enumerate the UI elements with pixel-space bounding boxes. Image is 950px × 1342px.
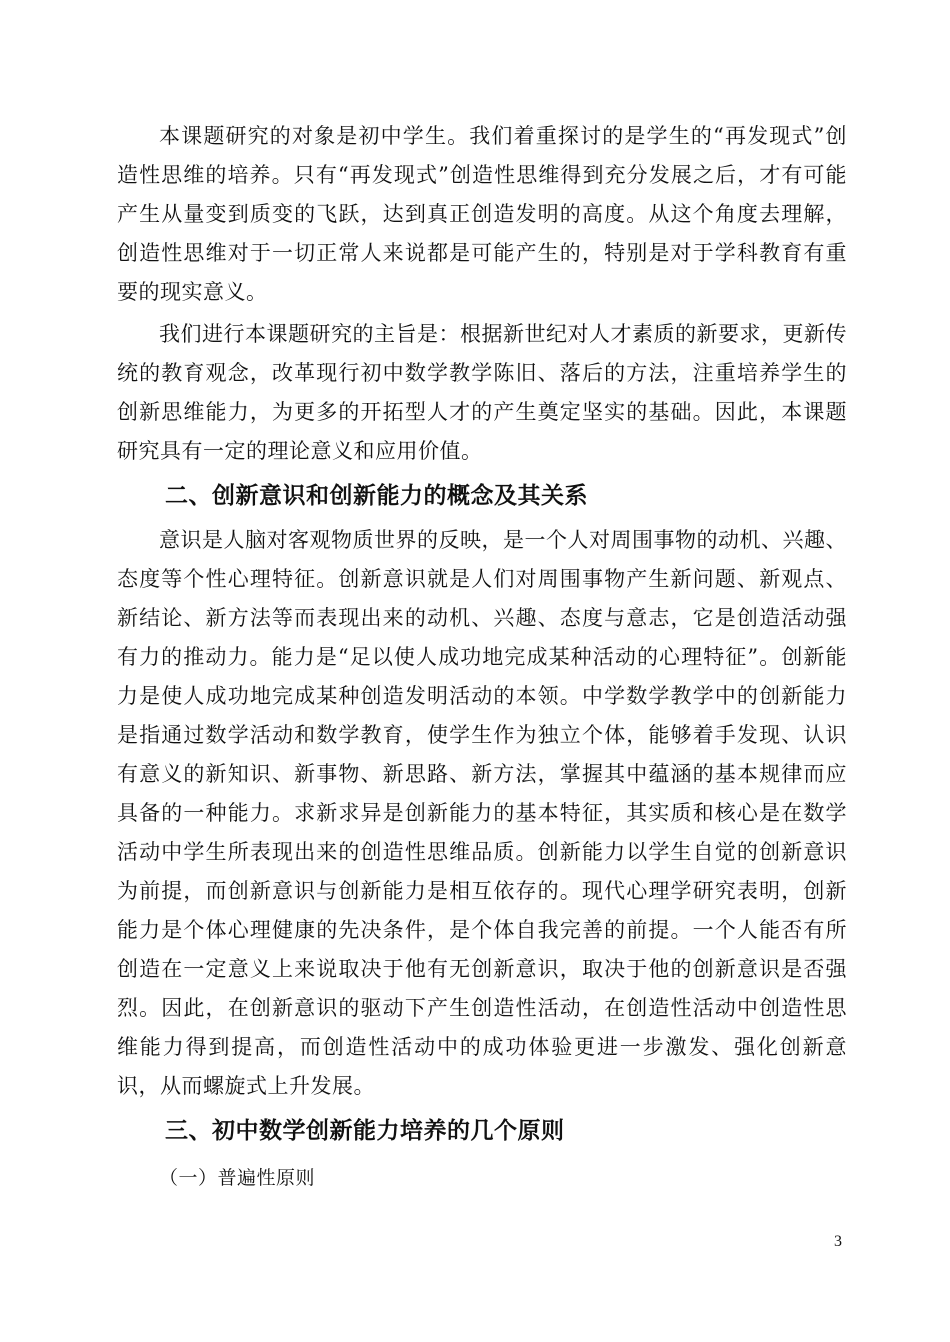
section-2-heading: 二、创新意识和创新能力的概念及其关系 — [165, 483, 588, 509]
intro-paragraph-2: 我们进行本课题研究的主旨是：根据新世纪对人才素质的新要求，更新传统的教育观念，改革现行初中数学教学陈旧、落后的方法，注重培养学生的创新思维能力，为更多的开拓型人才的产生奠定坚实的基础。因此，本课题研究具有一定的理论意义和应用价值。 — [117, 322, 847, 463]
section-3-subheading: （一）普遍性原则 — [159, 1167, 316, 1189]
document-page — [117, 117, 847, 1200]
page-number: 3 — [834, 1233, 842, 1250]
intro-paragraph-1: 本课题研究的对象是初中学生。我们着重探讨的是学生的“再发现式”创造性思维的培养。只有“再发现式”创造性思维得到充分发展之后，才有可能产生从量变到质变的飞跃，达到真正创造发明的高度。从这个角度去理解，创造性思维对于一切正常人来说都是可能产生的，特别是对于学科教育有重要的现实意义。 — [117, 124, 847, 304]
section-3-heading: 三、初中数学创新能力培养的几个原则 — [165, 1118, 565, 1144]
section-2-paragraph: 意识是人脑对客观物质世界的反映，是一个人对周围事物的动机、兴趣、态度等个性心理特征。创新意识就是人们对周围事物产生新问题、新观点、新结论、新方法等而表现出来的动机、兴趣、态度与意志，它是创造活动强有力的推动力。能力是“足以使人成功地完成某种活动的心理特征”。创新能力是使人成功地完成某种创造发明活动的本领。中学数学教学中的创新能力是指通过数学活动和数学教育，使学生作为独立个体，能够着手发现、认识有意义的新知识、新事物、新思路、新方法，掌握其中蕴涵的基本规律而应具备的一种能力。求新求异是创新能力的基本特征，其实质和核心是在数学活动中学生所表现出来的创造性思维品质。创新能力以学生自觉的创新意识为前提，而创新意识与创新能力是相互依存的。现代心理学研究表明，创新能力是个体心理健康的先决条件，是个体自我完善的前提。一个人能否有所创造在一定意义上来说取决于他有无创新意识，取决于他的创新意识是否强烈。因此，在创新意识的驱动下产生创造性活动，在创造性活动中创造性思维能力得到提高，而创造性活动中的成功体验更进一步激发、强化创新意识，从而螺旋式上升发展。 — [117, 528, 847, 1098]
